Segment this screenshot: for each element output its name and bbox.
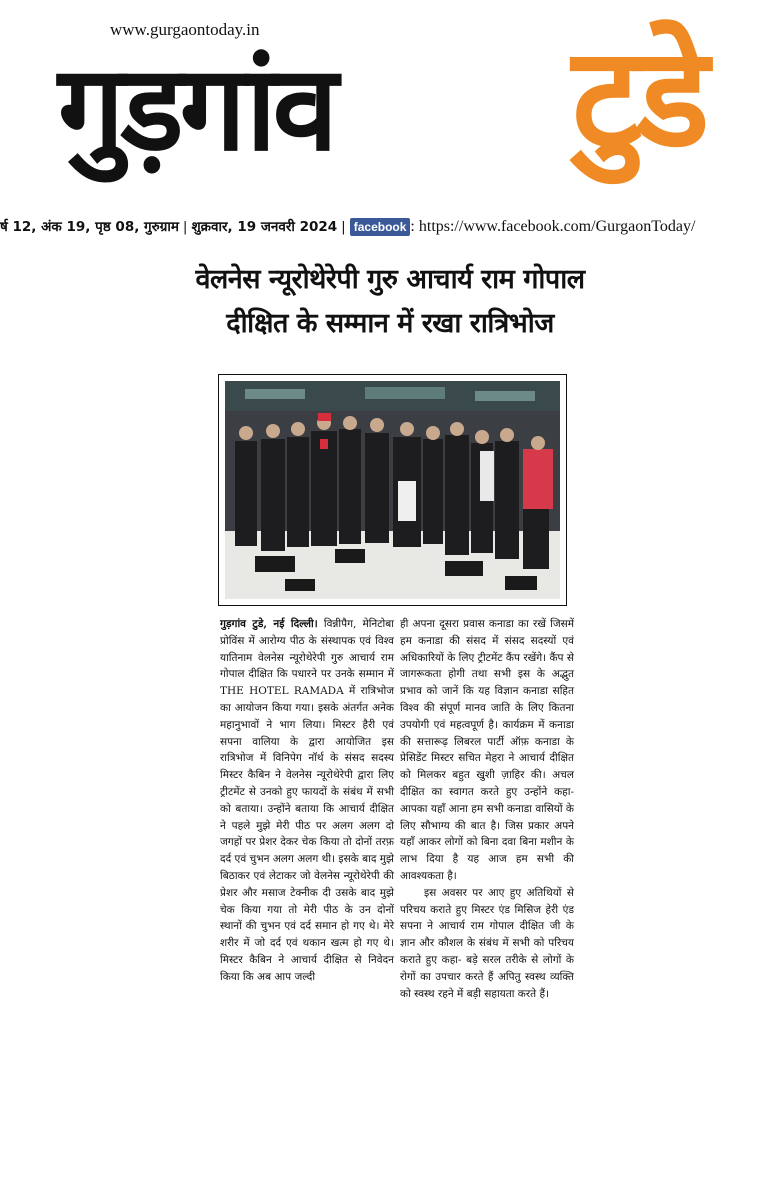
- article-paragraph: ही अपना दूसरा प्रवास कनाडा का रखें जिसमें हम कनाडा की संसद में संसद सदस्यों एवं अधिकारियों के लिए ट्रीटमेंट कैंप रखेंगे। कैंप से जागरूकता होगी तथा सभी इस के अद्भुत प्रभाव को जानें कि यह विज्ञान कनाडा सहित विश्व की संपूर्ण मानव जाति के लिए कितना उपयोगी एवं महत्वपूर्ण है। कार्यक्रम में कनाडा की सत्तारूढ़ लिबरल पार्टी ऑफ़ कनाडा के प्रेसिडेंट मिस्टर सचित मेहरा ने आचार्य दीक्षित को मिलकर बहुत खुशी ज़ाहिर की। अचल दीक्षित का स्वागत करते हुए उन्होंने कहा- आपका यहाँ आना हम सभी कनाडा वासियों के लिए सौभाग्य की बात है। जिस प्रकार अपने यहाँ आकर लोगों को बिना दवा बिना मशीन के लाभ दिया है यह आज हम सभी की आवश्यकता है।: [400, 618, 574, 882]
- separator: |: [341, 219, 346, 235]
- masthead-title: गुड़गांव: [58, 39, 335, 177]
- article-paragraph: [220, 616, 394, 986]
- headline-line-1: वेलनेस न्यूरोथेरेपी गुरु आचार्य राम गोपाल: [195, 264, 585, 295]
- article-paragraph: इस अवसर पर आए हुए अतिथियों से परिचय कराते हुए मिस्टर एंड मिसिज हेरी एंड सपना ने आचार्य राम गोपाल दीक्षित जी के ज्ञान और कौशल के संबंध में सभी को परिचय कराते हुए कहा- बड़े सरल तरीके से लोगों के रोगों का उपचार करते हैं अपितु स्वस्थ व्यक्ति को स्वस्थ रहने में बड़ी सहायता करते हैं।: [400, 886, 574, 1000]
- group-photo-image: [225, 381, 560, 599]
- facebook-icon[interactable]: facebook: [350, 218, 411, 236]
- issue-info: र्ष 12, अंक 19, पृष्ठ 08, गुरुग्राम: [0, 219, 179, 235]
- headline-line-2: दीक्षित के सम्मान में रखा रात्रिभोज: [226, 308, 554, 339]
- article-column-1: [220, 616, 394, 986]
- facebook-url[interactable]: : https://www.facebook.com/GurgaonToday/: [410, 218, 696, 235]
- article-text: विन्नीपैग, मेनिटोबा प्रोविंस में आरोग्य पीठ के संस्थापक एवं विश्व यातिनाम वेलनेस न्यूरोथेरेपी गुरु आचार्य राम गोपाल दीक्षित कि पधारने पर उनके सम्मान में THE HOTEL RAMADA में रात्रिभोज का आयोजन किया गया। इसके अंतर्गत अनेक महानुभावों ने भाग लिया। मिस्टर हैरी एवं सपना वालिया के द्वारा आयोजित इस रात्रिभोज में विनिपेग नॉर्थ के संसद सदस्य मिस्टर कैबिन ने वेलनेस न्यूरोथेरेपी द्वारा लिए ट्रीटमेंट से उनको हुए फायदों के संबंध में सभी को बताया। उन्होंने बताया कि आचार्य दीक्षित ने पहले मुझे मेरी पीठ पर अलग अलग दो जगहों पर प्रेशर देकर चेक किया तो दोनों तरफ़ दर्द एवं चुभन अलग अलग थी। इसके बाद मुझे बिठाकर एवं लेटाकर जो वेलनेस न्यूरोथेरेपी की प्रेशर और मसाज टेक्नीक दी उसके बाद मुझे चेक किया गया तो मेरी पीठ के उन दोनों स्थानों की चुभन एवं दर्द समान हो गए थे। मेरे शरीर में जो दर्द एवं थकान खत्म हो गए थे। मिस्टर कैबिन ने आचार्य दीक्षित से निवेदन किया कि अब आप जल्दी: [220, 618, 394, 983]
- publish-date: शुक्रवार, 19 जनवरी 2024: [191, 219, 338, 235]
- article-photo: [218, 374, 567, 606]
- masthead-title-accent: टुडे: [572, 17, 704, 178]
- dateline: [0, 216, 775, 238]
- separator: |: [182, 219, 188, 235]
- article-column-2: [400, 616, 574, 1002]
- article-headline: [150, 258, 630, 346]
- article-byline: गुड़गांव टुडे, नई दिल्ली।: [220, 618, 318, 630]
- website-url[interactable]: www.gurgaontoday.in: [110, 20, 260, 39]
